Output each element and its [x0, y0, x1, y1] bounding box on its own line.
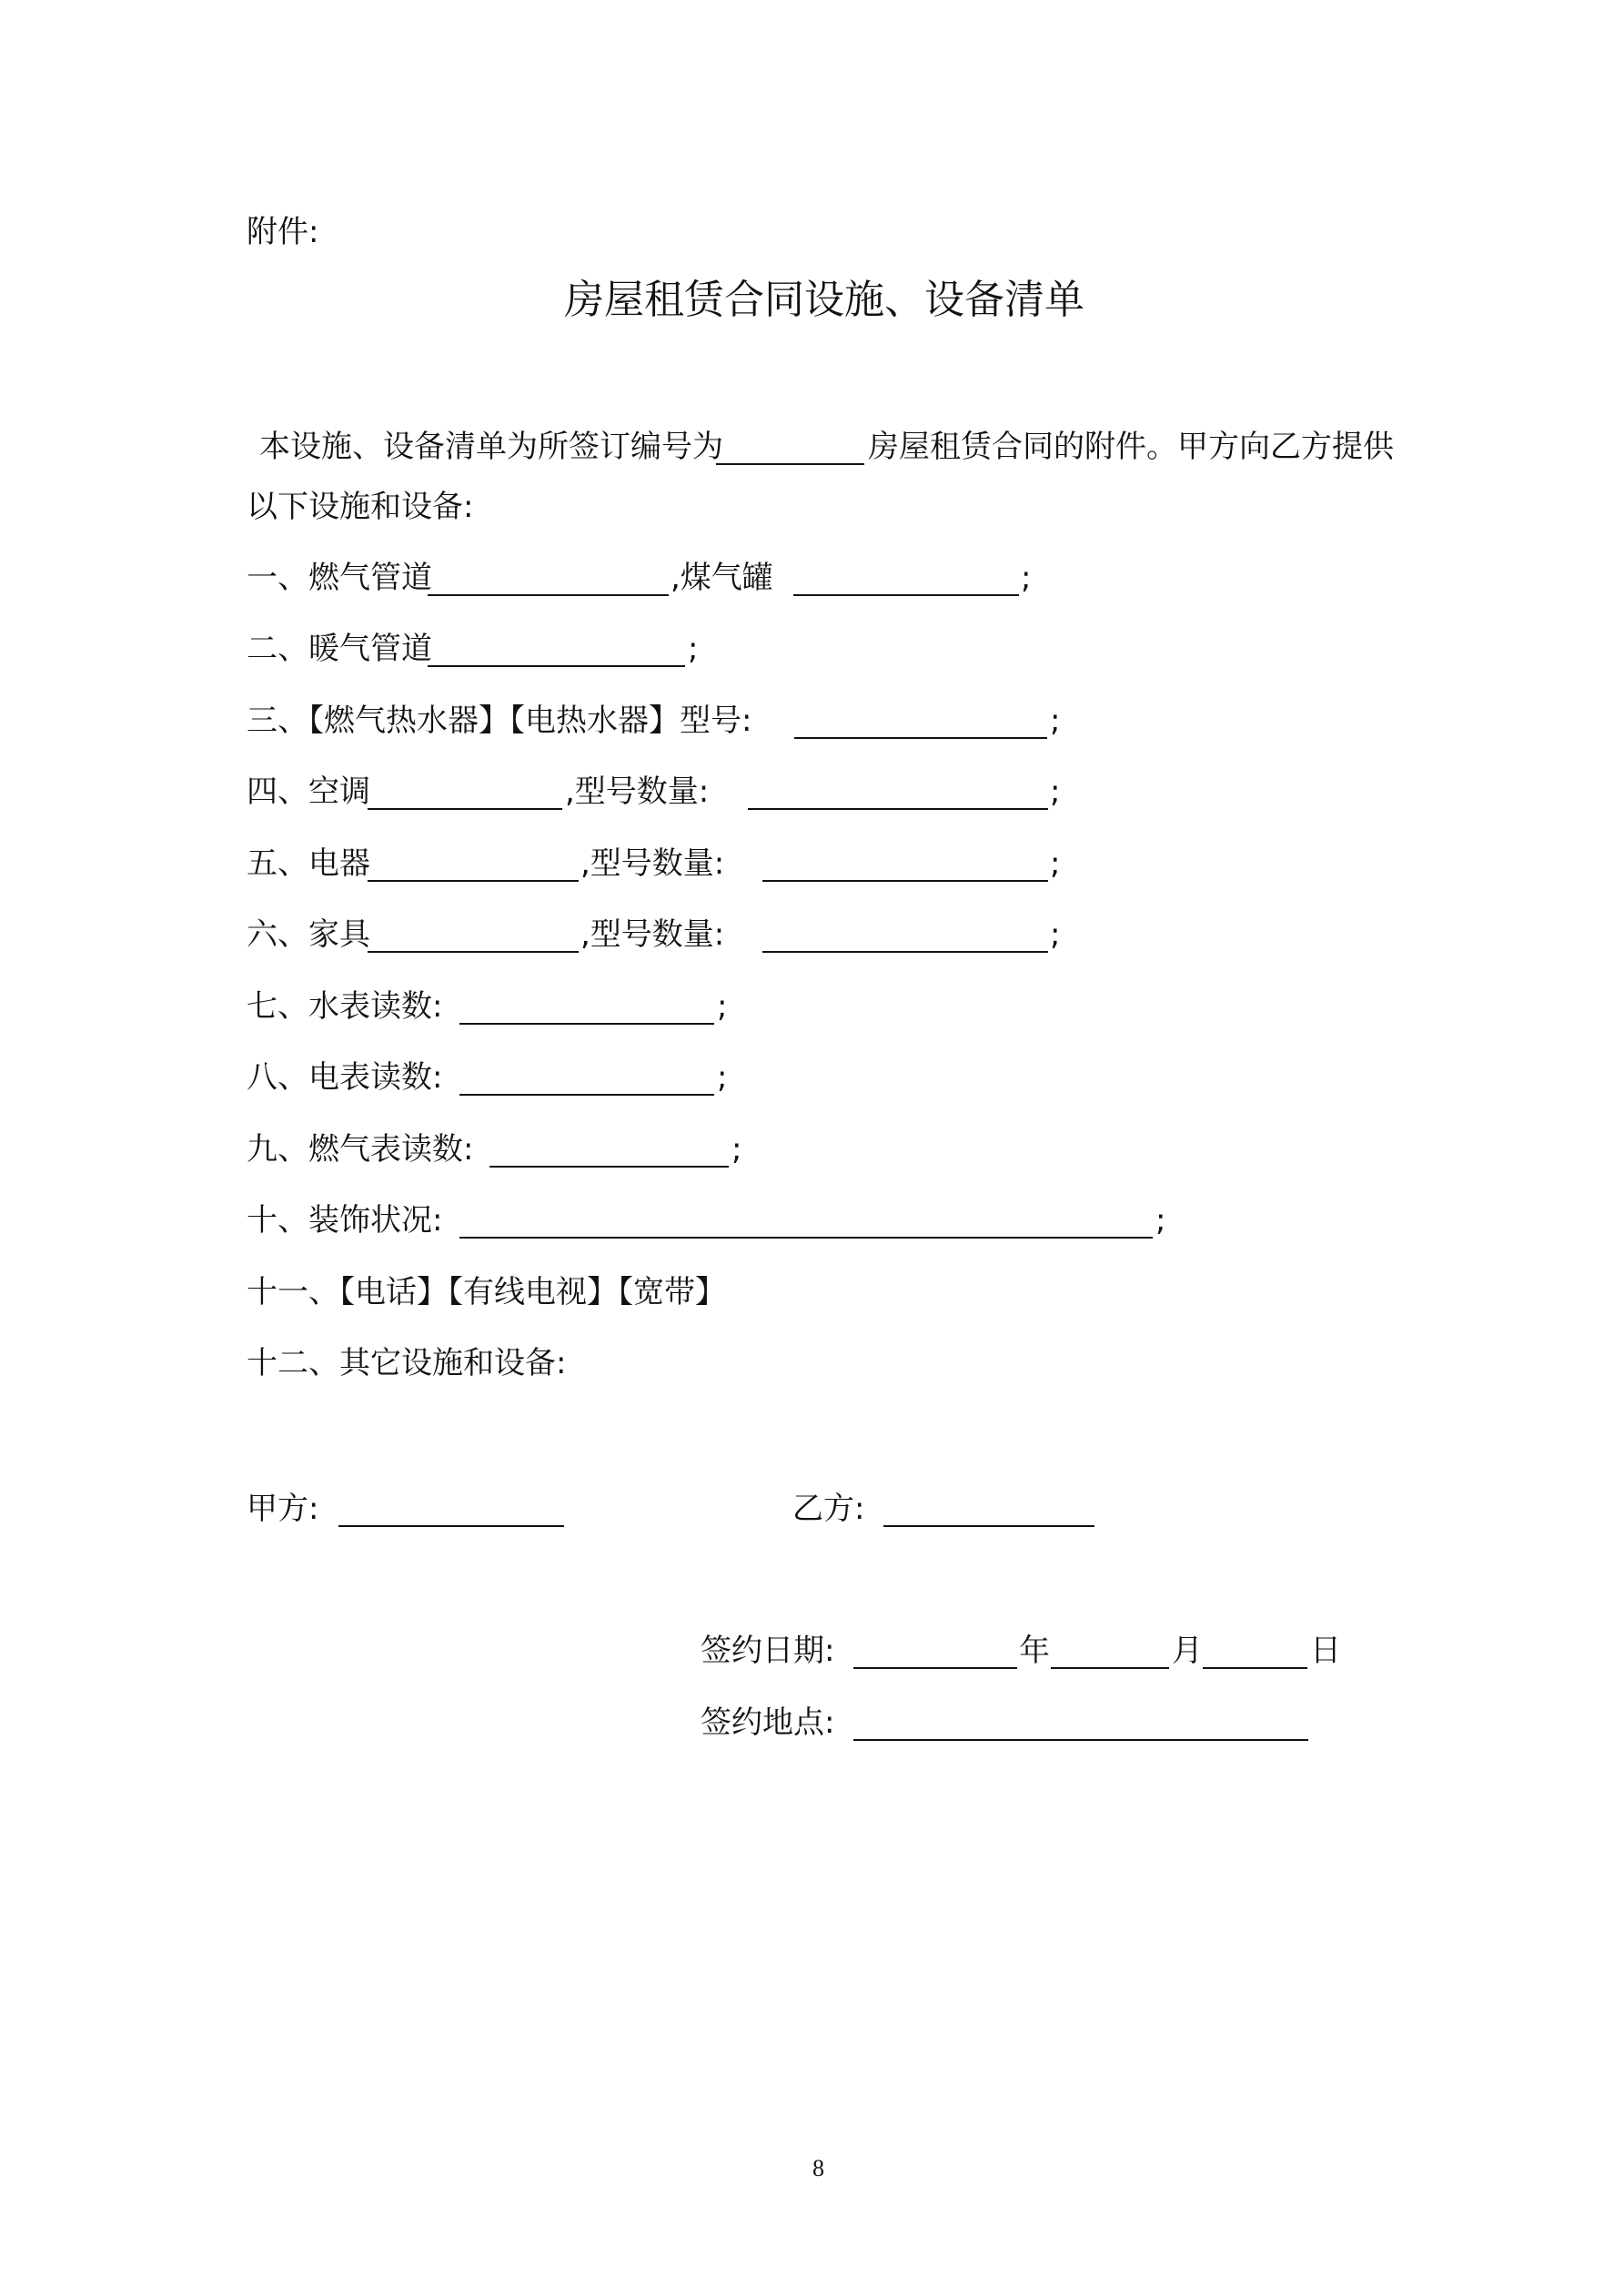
contract-number-blank[interactable]: [716, 463, 864, 465]
party-b-label: 乙方:: [792, 1491, 865, 1527]
gas-tank-blank[interactable]: [793, 594, 1019, 596]
furniture-blank[interactable]: [368, 951, 579, 953]
decoration-blank[interactable]: [459, 1237, 1153, 1239]
item-other-facilities-label: 十二、其它设施和设备:: [247, 1345, 567, 1381]
signing-month-blank[interactable]: [1051, 1667, 1169, 1669]
intro-text-part1: 本设施、设备清单为所签订编号为: [259, 429, 723, 465]
gas-meter-blank[interactable]: [489, 1166, 729, 1168]
signing-year-unit: 年: [1019, 1633, 1050, 1669]
item-air-conditioner-model-label: ,型号数量:: [565, 774, 710, 810]
water-heater-model-blank[interactable]: [794, 737, 1047, 739]
water-meter-blank[interactable]: [459, 1023, 714, 1025]
intro-text-line2: 以下设施和设备:: [247, 489, 474, 525]
item-gas-pipe-label: 一、燃气管道: [247, 560, 432, 596]
furniture-model-blank[interactable]: [762, 951, 1048, 953]
heating-pipe-blank[interactable]: [428, 665, 685, 667]
party-a-signature-blank[interactable]: [338, 1525, 564, 1527]
item-gas-meter-end: ;: [731, 1131, 742, 1168]
item-decoration-label: 十、装饰状况:: [247, 1202, 443, 1239]
item-heating-pipe-label: 二、暖气管道: [247, 631, 432, 667]
item-electric-meter-label: 八、电表读数:: [247, 1059, 443, 1096]
item-water-meter-label: 七、水表读数:: [247, 988, 443, 1025]
item-appliances-model-label: ,型号数量:: [580, 845, 725, 882]
item-air-conditioner-end: ;: [1050, 774, 1061, 810]
air-conditioner-blank[interactable]: [368, 808, 562, 810]
item-water-heater-label: 三、【燃气热水器】【电热水器】型号:: [247, 703, 752, 739]
electric-meter-blank[interactable]: [459, 1094, 714, 1096]
item-telecom-label: 十一、【电话】【有线电视】【宽带】: [247, 1274, 726, 1310]
item-water-heater-end: ;: [1050, 703, 1061, 739]
signing-year-blank[interactable]: [853, 1667, 1017, 1669]
page-number: 8: [812, 2155, 824, 2181]
signing-day-unit: 日: [1310, 1633, 1341, 1669]
item-furniture-end: ;: [1050, 916, 1061, 953]
item-electric-meter-end: ;: [717, 1059, 728, 1096]
item-furniture-model-label: ,型号数量:: [580, 916, 725, 953]
item-appliances-end: ;: [1050, 845, 1061, 882]
signing-day-blank[interactable]: [1203, 1667, 1307, 1669]
air-conditioner-model-blank[interactable]: [748, 808, 1048, 810]
party-a-label: 甲方:: [247, 1491, 319, 1527]
signing-month-unit: 月: [1172, 1633, 1203, 1669]
appliances-model-blank[interactable]: [762, 880, 1048, 882]
gas-pipe-blank[interactable]: [428, 594, 669, 596]
signing-place-label: 签约地点:: [701, 1704, 835, 1741]
item-heating-end: ;: [688, 631, 699, 667]
item-decoration-end: ;: [1155, 1202, 1166, 1239]
item-gas-tank-label: ,煤气罐: [671, 560, 773, 596]
signing-date-label: 签约日期:: [701, 1633, 835, 1669]
intro-text-part2: 房屋租赁合同的附件。甲方向乙方提供: [868, 429, 1394, 465]
item-furniture-label: 六、家具: [247, 916, 370, 953]
appliances-blank[interactable]: [368, 880, 579, 882]
party-b-signature-blank[interactable]: [883, 1525, 1094, 1527]
attachment-label: 附件:: [247, 214, 319, 250]
item-gas-end: ;: [1021, 560, 1032, 596]
signing-place-blank[interactable]: [853, 1739, 1308, 1741]
item-air-conditioner-label: 四、空调: [247, 774, 370, 810]
item-gas-meter-label: 九、燃气表读数:: [247, 1131, 474, 1168]
document-title: 房屋租赁合同设施、设备清单: [564, 277, 1084, 323]
item-water-meter-end: ;: [717, 988, 728, 1025]
item-appliances-label: 五、电器: [247, 845, 370, 882]
